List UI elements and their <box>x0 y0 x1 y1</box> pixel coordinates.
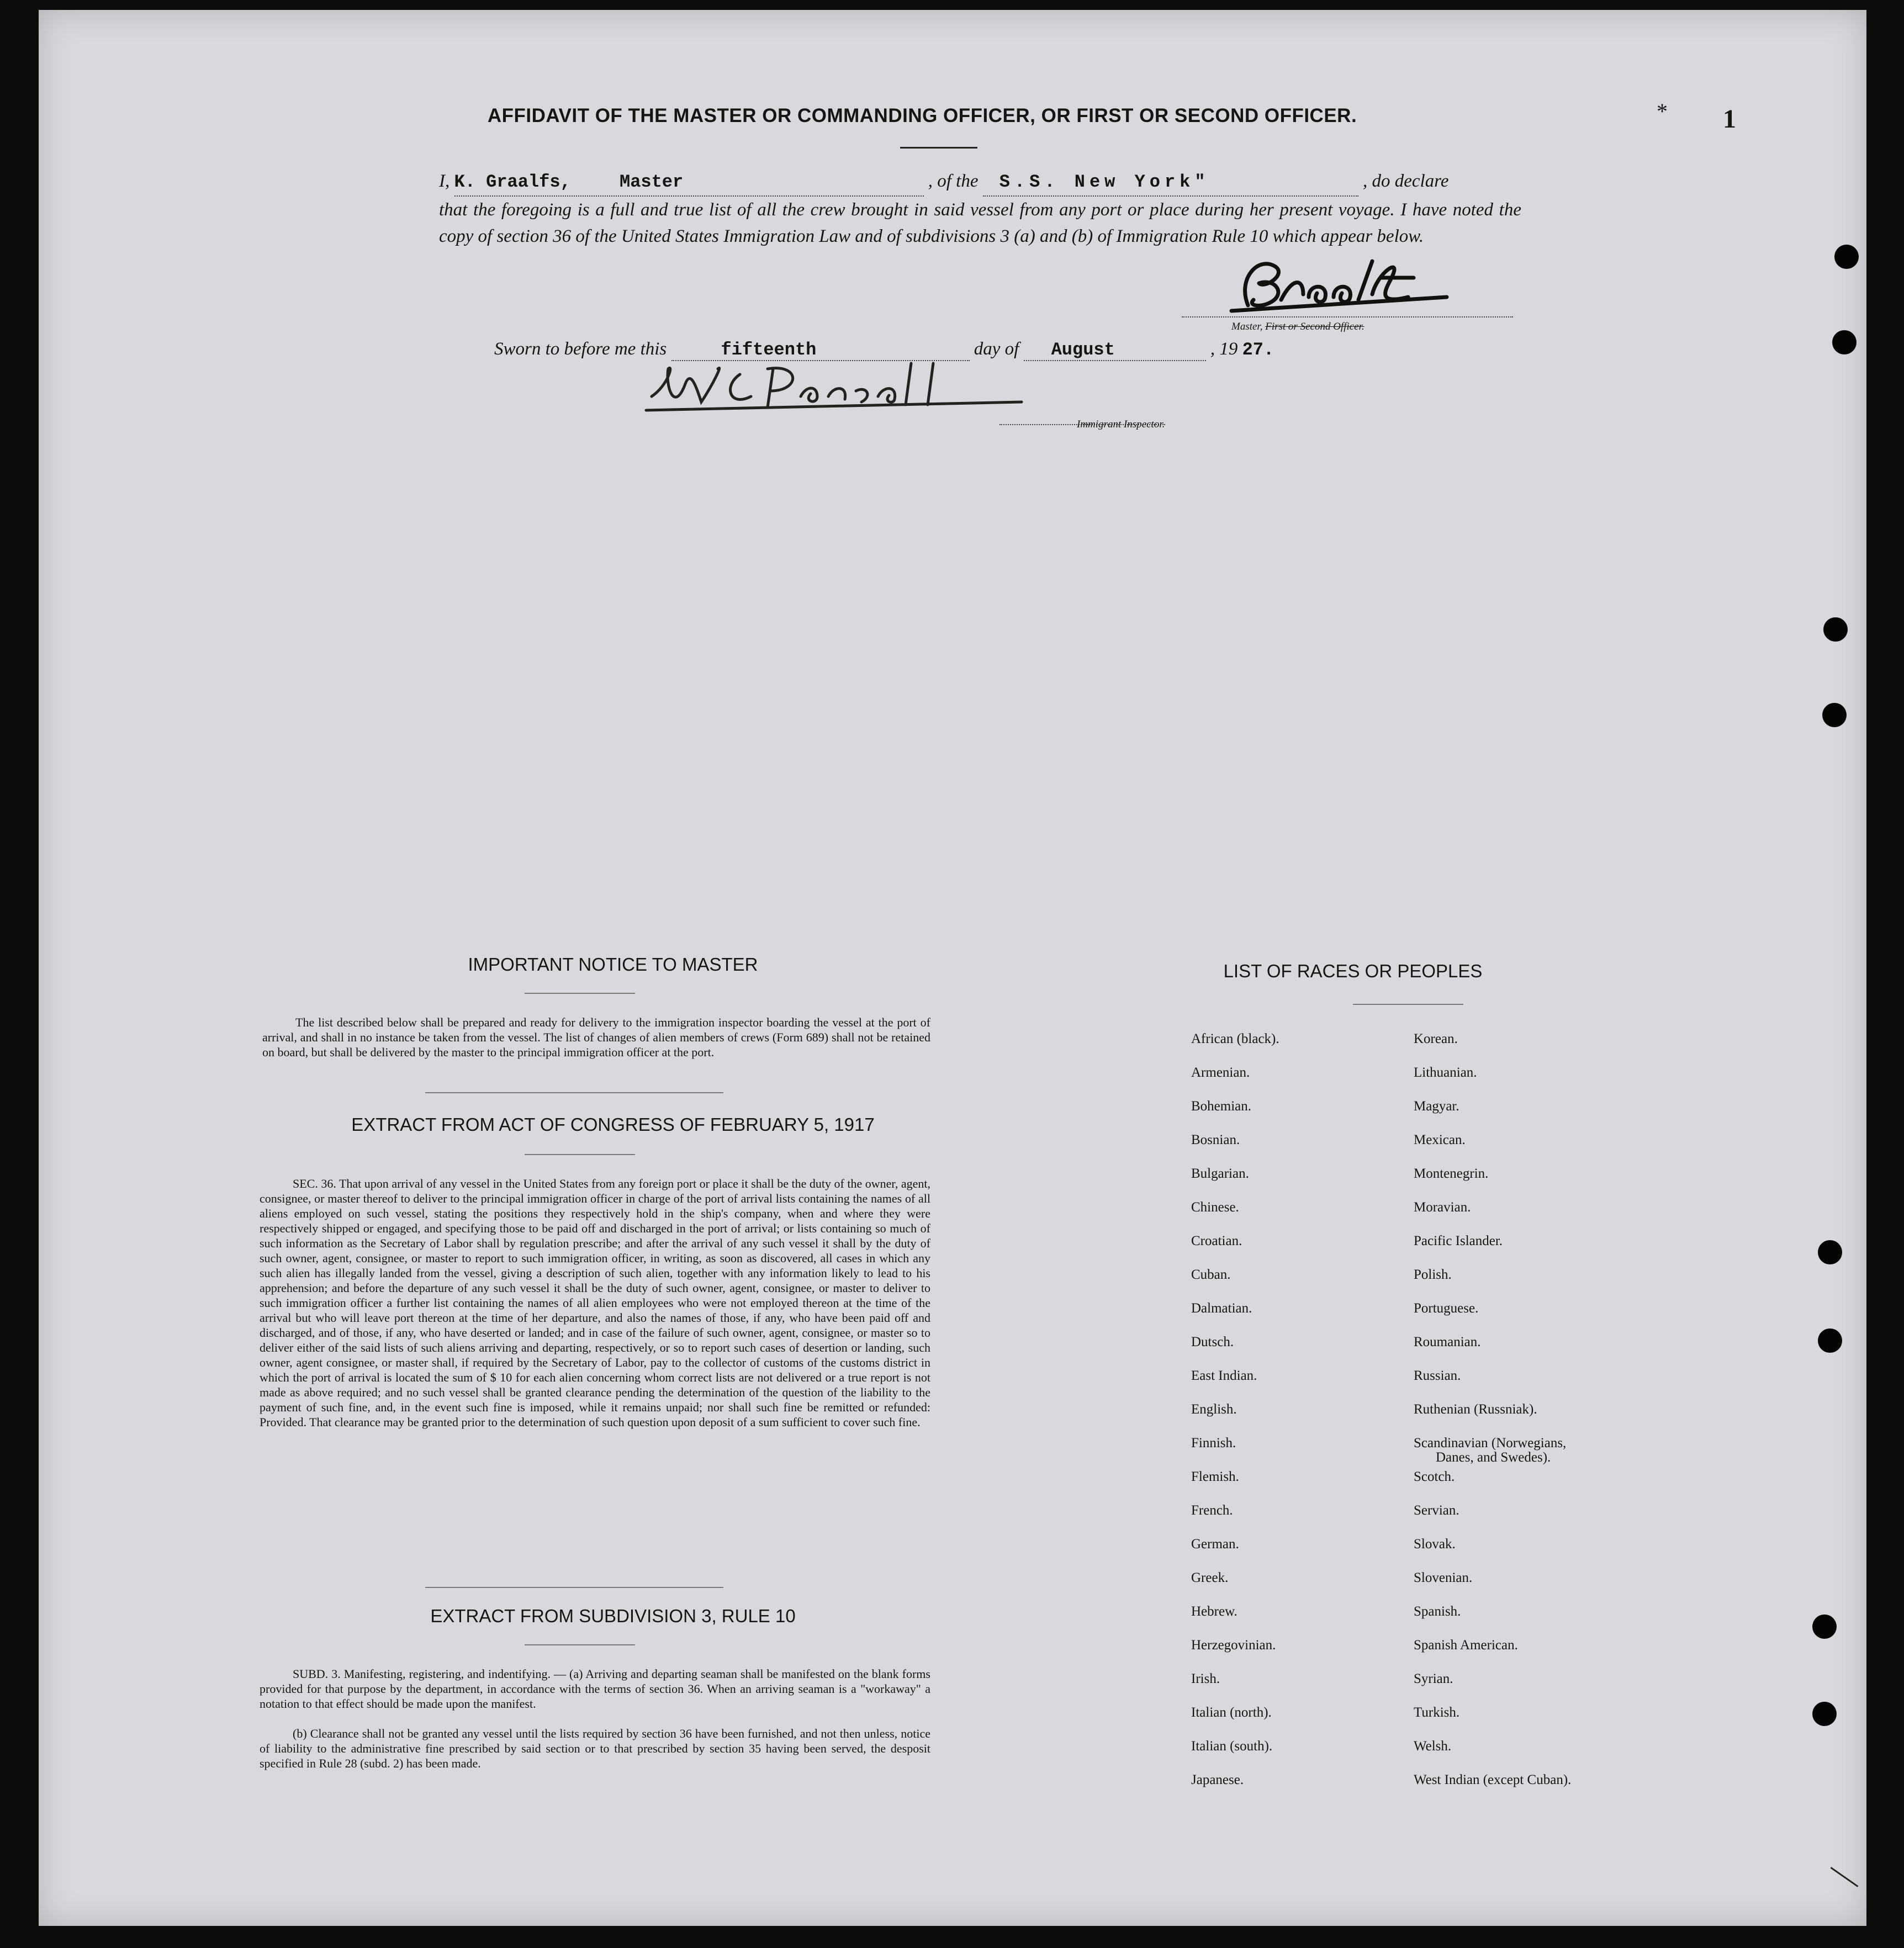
race-item: Portuguese. <box>1414 1301 1479 1316</box>
race-item-continued: Danes, and Swedes). <box>1436 1450 1551 1465</box>
race-item: Slovak. <box>1414 1537 1456 1552</box>
notice-divider <box>425 1092 723 1093</box>
master-signature-caption: Master, First or Second Officer. <box>1231 321 1364 332</box>
master-signature <box>1226 245 1474 322</box>
race-item: Irish. <box>1191 1671 1220 1686</box>
race-item: Welsh. <box>1414 1739 1452 1754</box>
race-item: English. <box>1191 1402 1237 1417</box>
binder-hole <box>1818 1240 1842 1264</box>
race-item: Pacific Islander. <box>1414 1234 1503 1248</box>
race-item: Herzegovinian. <box>1191 1638 1276 1653</box>
race-item: African (black). <box>1191 1031 1279 1046</box>
race-item: Korean. <box>1414 1031 1458 1046</box>
star-mark: * <box>1657 99 1668 124</box>
race-item: Turkish. <box>1414 1705 1460 1720</box>
race-item: West Indian (except Cuban). <box>1414 1772 1572 1787</box>
race-item: Spanish American. <box>1414 1638 1518 1653</box>
subdivision-heading: EXTRACT FROM SUBDIVISION 3, RULE 10 <box>430 1606 796 1626</box>
race-item: Russian. <box>1414 1368 1461 1383</box>
race-item: Finnish. <box>1191 1436 1236 1451</box>
binder-hole <box>1823 617 1848 642</box>
race-item: Dalmatian. <box>1191 1301 1252 1316</box>
affidavit-title: AFFIDAVIT OF THE MASTER OR COMMANDING OFFICER, OR FIRST OR SECOND OFFICER. <box>487 105 1357 126</box>
race-item: Croatian. <box>1191 1234 1242 1248</box>
binder-hole <box>1822 703 1847 727</box>
race-item: Lithuanian. <box>1414 1065 1477 1080</box>
day-of-label: day of <box>974 339 1019 359</box>
notice-text: The list described below shall be prepared and ready for delivery to the immigration inspector boarding the vessel at the port of arrival, and shall in no instance be taken from the vessel. The list of changes of alien members of crews (Form 689) shall not be retained on board, but shall be delivered by the master to the principal immigration officer at the port. <box>262 1015 930 1059</box>
sworn-month: August <box>1051 340 1115 360</box>
race-item: Flemish. <box>1191 1469 1239 1484</box>
race-item: Ruthenian (Russniak). <box>1414 1402 1537 1417</box>
sworn-year: 27. <box>1242 340 1274 360</box>
act-extract-rule <box>525 1154 635 1155</box>
subdivision-para-a: SUBD. 3. Manifesting, registering, and indentifying. — (a) Arriving and departing seaman shall be manifested on the blank forms provided for that purpose by the department, in accordance with the terms of section 36. When an arriving seaman is a "workaway" a notation to that effect should be made upon the manifest. <box>260 1667 930 1711</box>
binder-hole <box>1812 1614 1837 1639</box>
race-item: Hebrew. <box>1191 1604 1237 1619</box>
race-item: Bohemian. <box>1191 1099 1252 1114</box>
race-item: Bulgarian. <box>1191 1166 1249 1181</box>
race-item: Mexican. <box>1414 1132 1466 1147</box>
race-item: East Indian. <box>1191 1368 1257 1383</box>
race-item: Italian (south). <box>1191 1739 1273 1754</box>
subdivision-rule <box>525 1644 635 1645</box>
race-item: Polish. <box>1414 1267 1452 1282</box>
act-extract-heading: EXTRACT FROM ACT OF CONGRESS OF FEBRUARY 5, 1917 <box>351 1114 875 1135</box>
race-item: Syrian. <box>1414 1671 1453 1686</box>
race-item: Scotch. <box>1414 1469 1455 1484</box>
binder-hole <box>1812 1702 1837 1726</box>
document-page <box>39 10 1866 1926</box>
vessel-field <box>983 168 1358 197</box>
title-rule <box>900 147 977 149</box>
do-declare-label: , do declare <box>1362 171 1449 191</box>
master-rank: Master <box>619 172 684 192</box>
section-36-text: SEC. 36. That upon arrival of any vessel in the United States from any foreign port or place it shall be the duty of the owner, agent, consignee, or master thereof to deliver to the principal immigration officer in charge of the port of arrival lists containing the names of all aliens employed on such vessel, stating the positions they respectively hold in the ship's company, when and where they were respectively shipped or engaged, and specifying those to be paid off and discharged in the port of arrival; or lists containing so much of such information as the Secretary of Labor shall by regulation prescribe; and after the arrival of any such vessel it shall by the duty of such owner, agent, consignee, or master to report to such immigration officer, in writing, as soon as discovered, all cases in which any such alien has illegally landed from the vessel, giving a description of such alien, together with any information likely to lead to his apprehension; and before the departure of any such vessel it shall be the duty of such owner, agent, consignee, or master to deliver to such immigration officer a further list containing the names of all alien employees who were not employed thereon at the time of the arrival but who will leave port thereon at the time of her departure, and also the names of those, if any, who have been paid off and discharged, and of those, if any, who have deserted or landed; and in case of the failure of such owner, agent, consignee, or master so to deliver either of the said lists of such aliens arriving and departing, respectively, or so to report such cases of desertion or landing, such owner, agent consignee, or master shall, if required by the Secretary of Labor, pay to the collector of customs of the customs district in which the port of arrival is located the sum of $ 10 for each alien concerning whom correct lists are not delivered or a true report is not made as above required; and no such vessel shall be granted clearance pending the determination of the question of the liability to the payment of such fine, and, in the event such fine is imposed, while it remains unpaid; nor shall such fine be remitted or refunded: Provided. That clearance may be granted prior to the determination of such question upon deposit of a sum sufficient to cover such fine. <box>260 1177 930 1429</box>
notice-heading: IMPORTANT NOTICE TO MASTER <box>468 954 758 975</box>
race-item: Magyar. <box>1414 1099 1459 1114</box>
act-extract-divider <box>425 1587 723 1588</box>
race-item: German. <box>1191 1537 1239 1552</box>
race-item: Italian (north). <box>1191 1705 1272 1720</box>
struck-officer-caption: First or Second Officer. <box>1265 321 1364 332</box>
of-the-label: , of the <box>928 171 979 191</box>
race-item: Montenegrin. <box>1414 1166 1489 1181</box>
race-item: Scandinavian (Norwegians, <box>1414 1436 1567 1451</box>
subdivision-para-b: (b) Clearance shall not be granted any vessel until the lists required by section 36 have been furnished, and not then unless, notice of liability to the administrative fine prescribed by said section or to that prescribed by section 35 having been served, the desposit specified in Rule 28 (subd. 2) has been made. <box>260 1727 930 1770</box>
declaration <box>439 168 1521 250</box>
races-rule <box>1353 1004 1463 1005</box>
sworn-month-field <box>1024 339 1206 361</box>
race-item: Moravian. <box>1414 1200 1471 1215</box>
race-item: Dutsch. <box>1191 1335 1234 1349</box>
corner-mark <box>1831 1867 1859 1887</box>
sworn-prefix: Sworn to before me this <box>494 339 667 359</box>
race-item: French. <box>1191 1503 1233 1518</box>
race-item: Servian. <box>1414 1503 1459 1518</box>
master-name: K. Graalfs, <box>454 172 571 192</box>
race-item: Cuban. <box>1191 1267 1231 1282</box>
master-name-field <box>454 168 924 197</box>
race-item: Armenian. <box>1191 1065 1250 1080</box>
decl-prefix: I, <box>439 171 450 191</box>
binder-hole <box>1832 330 1857 354</box>
binder-hole <box>1818 1328 1842 1353</box>
year-prefix: , 19 <box>1210 339 1238 359</box>
race-item: Spanish. <box>1414 1604 1461 1619</box>
vessel-name: S.S. New York" <box>999 172 1210 192</box>
sworn-day: fifteenth <box>721 340 817 360</box>
inspector-signature <box>635 352 1044 419</box>
inspector-caption: Immigrant Inspector. <box>1077 419 1165 430</box>
race-item: Roumanian. <box>1414 1335 1481 1349</box>
race-item: Bosnian. <box>1191 1132 1240 1147</box>
page-number: 1 <box>1723 104 1736 134</box>
race-item: Slovenian. <box>1414 1570 1473 1585</box>
binder-hole <box>1834 245 1859 269</box>
notice-rule <box>525 993 635 994</box>
master-signature-line <box>1182 316 1513 317</box>
race-item: Japanese. <box>1191 1772 1244 1787</box>
race-item: Greek. <box>1191 1570 1229 1585</box>
races-heading: LIST OF RACES OR PEOPLES <box>1223 961 1483 981</box>
declaration-text: that the foregoing is a full and true list of all the crew brought in said vessel from any port or place during her present voyage. I have noted the copy of section 36 of the United States Immigration Law and of subdivisions 3 (a) and (b) of Immigration Rule 10 which appear below. <box>439 200 1521 246</box>
race-item: Chinese. <box>1191 1200 1239 1215</box>
